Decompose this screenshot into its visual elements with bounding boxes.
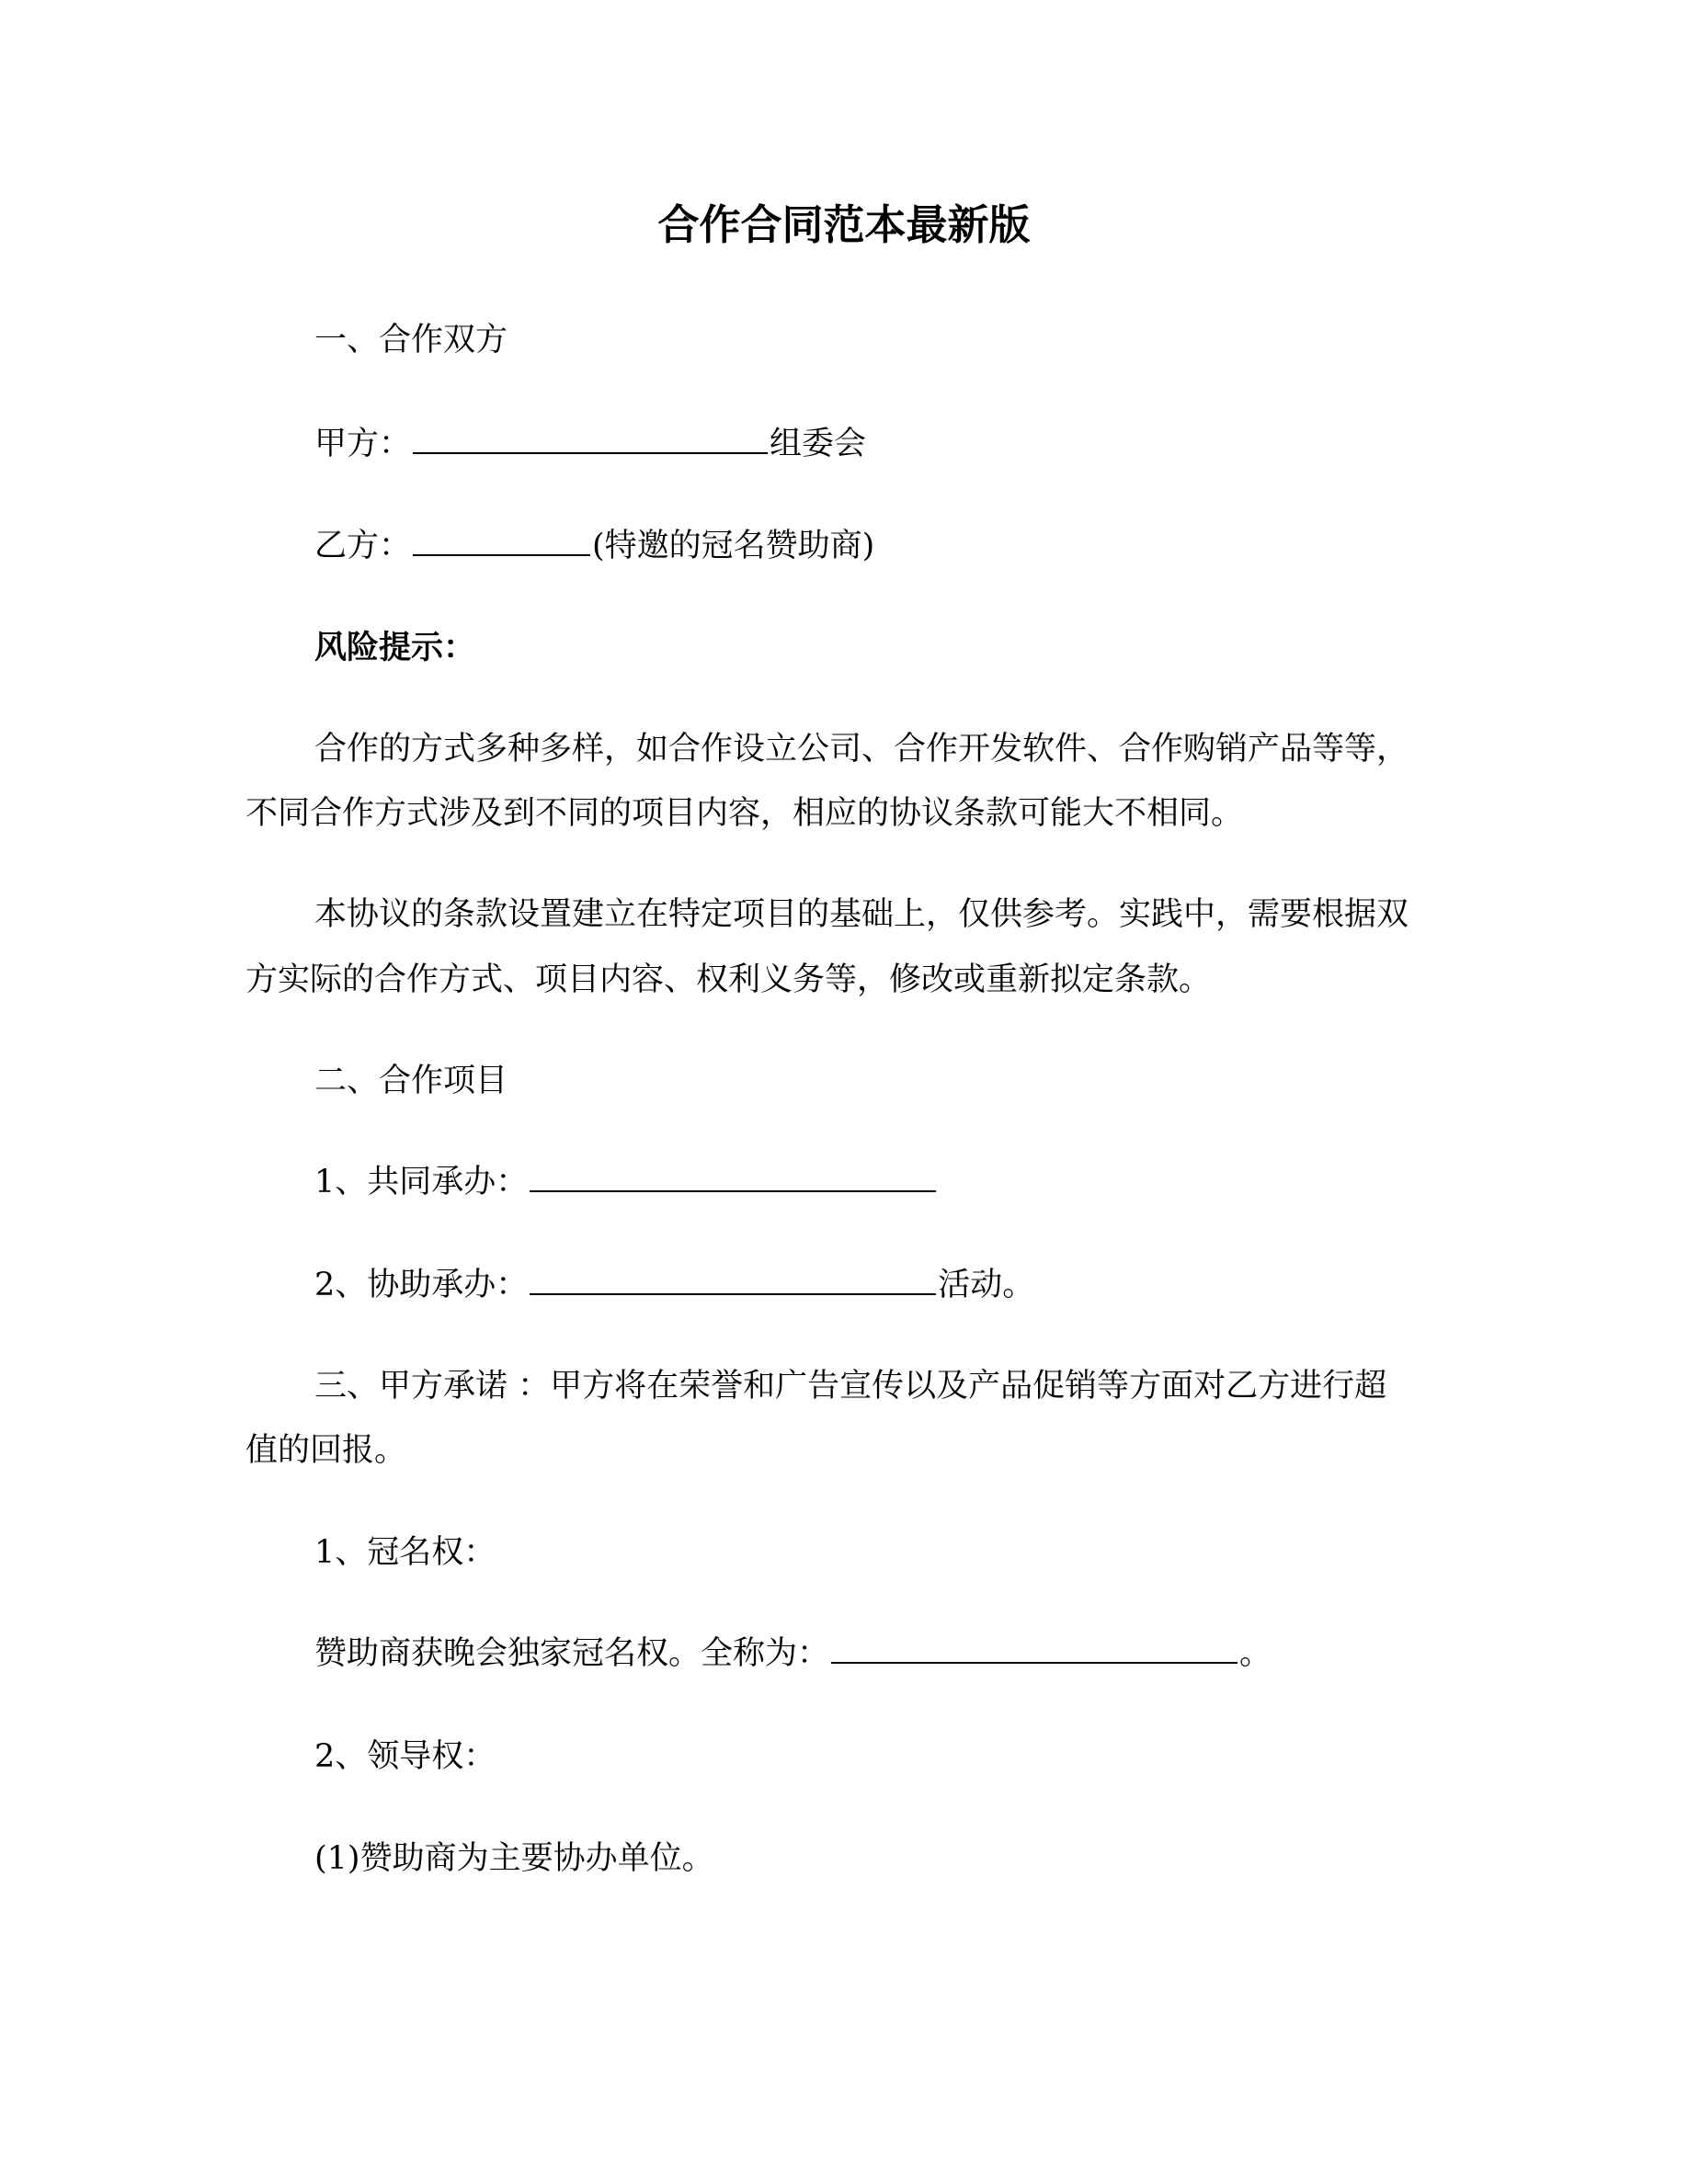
risk-paragraph-2-line-1: 本协议的条款设置建立在特定项目的基础上，仅供参考。实践中，需要根据双 [314,896,1409,933]
assist-organizer-blank[interactable] [530,1268,936,1295]
party-b-suffix: (特邀的冠名赞助商) [592,528,875,564]
document-title: 合作合同范本最新版 [657,200,1031,249]
party-b-blank[interactable] [413,529,590,556]
item-1-label: 1、共同承办： [314,1164,529,1200]
full-name-blank[interactable] [831,1636,1237,1664]
leadership-heading: 2、领导权： [314,1738,496,1775]
section-3-line-1: 三、甲方承诺 ：甲方将在荣誉和广告宣传以及产品促销等方面对乙方进行超 [314,1368,1387,1405]
party-b-label: 乙方： [314,528,412,564]
risk-paragraph-1-line-2: 不同合作方式涉及到不同的项目内容，相应的协议条款可能大不相同。 [245,795,1244,832]
party-b-line [245,514,1431,578]
party-a-line [245,412,1431,476]
risk-heading: 风险提示： [314,629,476,666]
party-a-suffix: 组委会 [770,426,867,462]
leadership-item-1: (1)赞助商为主要协办单位。 [314,1840,714,1877]
section-2-item-2 [245,1253,1431,1317]
party-a-label: 甲方： [314,426,412,462]
section-3-line-2: 值的回报。 [245,1432,407,1469]
risk-paragraph-2-line-2: 方实际的合作方式、项目内容、权利义务等，修改或重新拟定条款。 [245,961,1212,998]
party-a-blank[interactable] [413,427,768,454]
section-1-heading: 一、合作双方 [314,322,508,358]
item-2-suffix: 活动。 [938,1267,1035,1303]
co-organizer-blank[interactable] [530,1165,936,1192]
naming-rights-suffix: 。 [1239,1635,1272,1672]
naming-rights-text [245,1621,1431,1686]
risk-paragraph-1-line-1: 合作的方式多种多样，如合作设立公司、合作开发软件、合作购销产品等等， [314,731,1409,768]
naming-rights-label: 赞助商获晚会独家冠名权。全称为： [314,1635,830,1672]
section-2-item-1 [245,1150,1431,1214]
section-2-heading: 二、合作项目 [314,1063,508,1099]
naming-rights-heading: 1、冠名权： [314,1534,496,1571]
item-2-label: 2、协助承办： [314,1267,529,1303]
